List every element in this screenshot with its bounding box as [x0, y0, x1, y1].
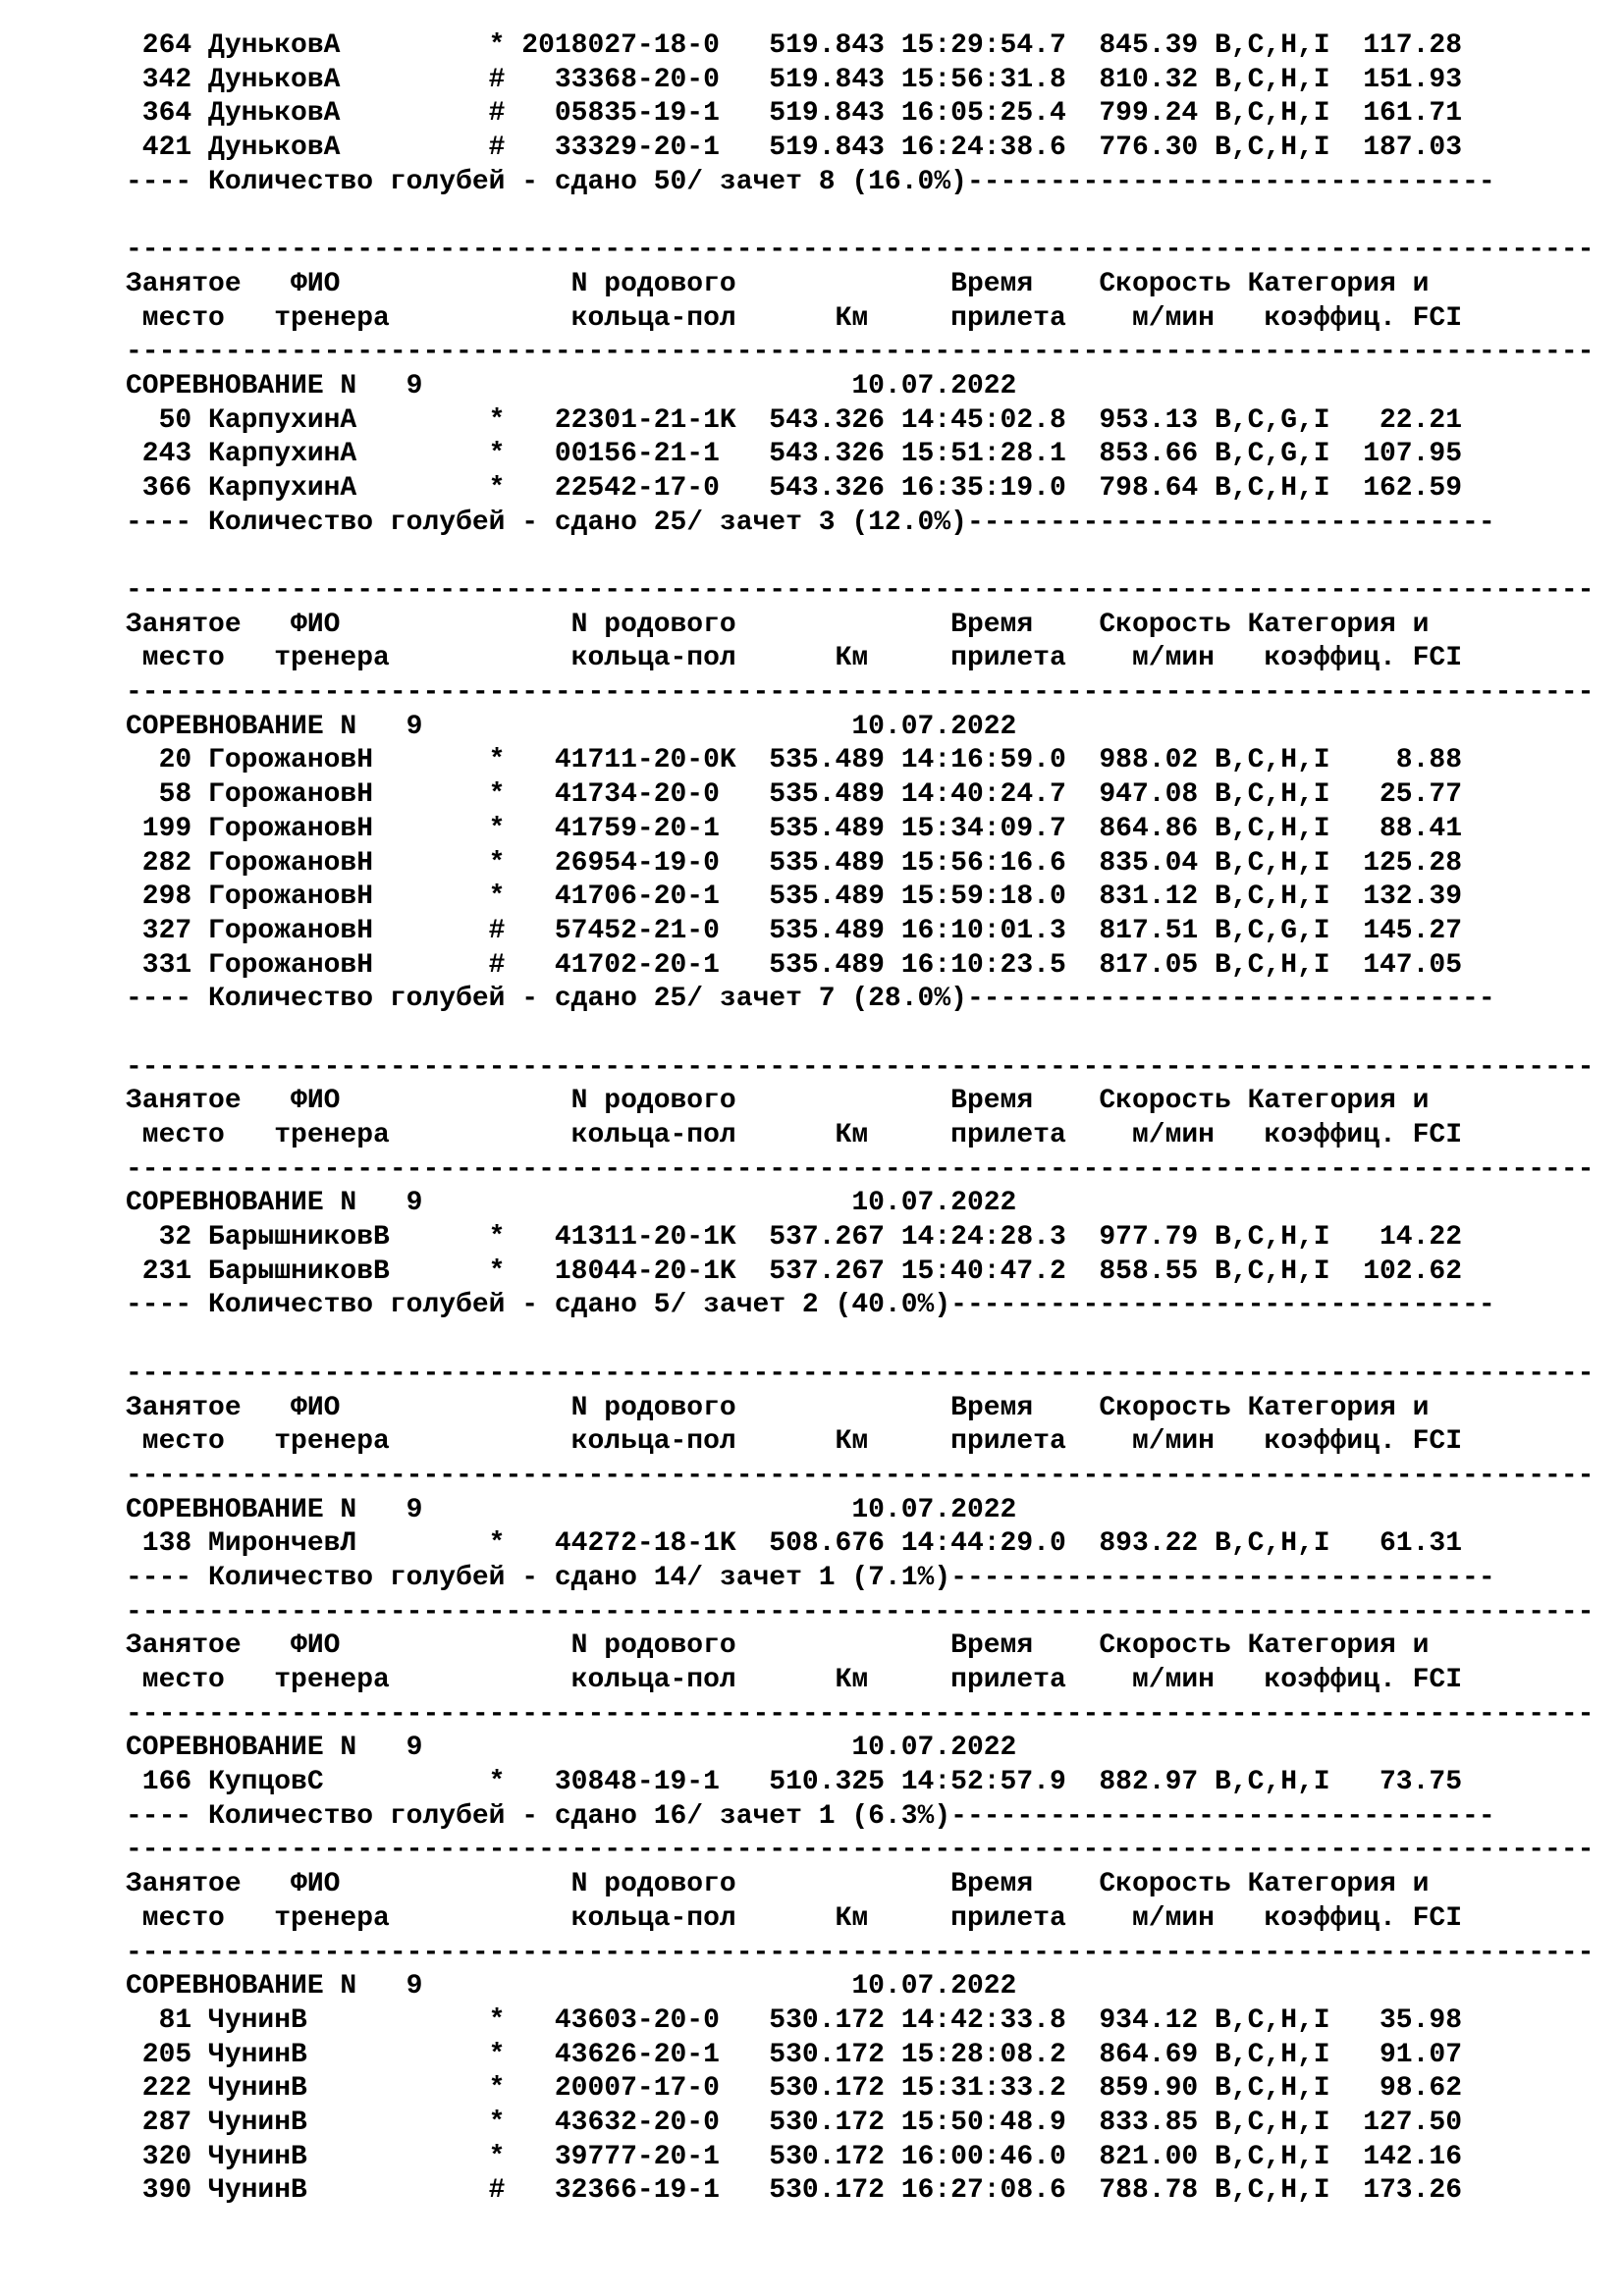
separator-line: -----------------------------------------------------------------------------------------	[126, 1937, 1595, 1968]
column-header-row-1: Занятое ФИО N родового Время Скорость Категория и	[126, 1392, 1430, 1423]
table-row: 199 ГорожановН * 41759-20-1 535.489 15:34:09.7 864.86 B,C,H,I 88.41	[126, 813, 1463, 844]
blank-line	[126, 199, 1594, 234]
table-row: 390 ЧунинВ # 32366-19-1 530.172 16:27:08.6 788.78 B,C,H,I 173.26	[126, 2175, 1463, 2207]
column-header-row-2: место тренера кольца-пол Км прилета м/мин коэффиц. FCI	[126, 302, 1463, 334]
separator-line: -----------------------------------------------------------------------------------------	[126, 235, 1595, 266]
table-row: 58 ГорожановН * 41734-20-0 535.489 14:40:24.7 947.08 B,C,H,I 25.77	[126, 779, 1463, 811]
separator-line: -----------------------------------------------------------------------------------------	[126, 1460, 1595, 1491]
separator-line: -----------------------------------------------------------------------------------------	[126, 1835, 1595, 1866]
table-row: 421 ДуньковА # 33329-20-1 519.843 16:24:38.6 776.30 B,C,H,I 187.03	[126, 133, 1463, 164]
blank-line	[126, 540, 1594, 574]
table-row: 166 КупцовС * 30848-19-1 510.325 14:52:57.9 882.97 B,C,H,I 73.75	[126, 1767, 1463, 1798]
separator-line: -----------------------------------------------------------------------------------------	[126, 1358, 1595, 1389]
table-row: 298 ГорожановН * 41706-20-1 535.489 15:59:18.0 831.12 B,C,H,I 132.39	[126, 881, 1463, 913]
column-header-row-2: место тренера кольца-пол Км прилета м/мин коэффиц. FCI	[126, 1902, 1463, 1934]
table-row: 282 ГорожановН * 26954-19-0 535.489 15:56:16.6 835.04 B,C,H,I 125.28	[126, 847, 1463, 879]
column-header-row-1: Занятое ФИО N родового Время Скорость Категория и	[126, 1086, 1430, 1117]
table-row: 138 МирончевЛ * 44272-18-1K 508.676 14:44:29.0 893.22 B,C,H,I 61.31	[126, 1528, 1463, 1560]
table-row: 342 ДуньковА # 33368-20-0 519.843 15:56:31.8 810.32 B,C,H,I 151.93	[126, 64, 1463, 95]
separator-line: -----------------------------------------------------------------------------------------	[126, 1051, 1595, 1083]
column-header-row-1: Занятое ФИО N родового Время Скорость Категория и	[126, 1630, 1430, 1662]
count-summary: ---- Количество голубей - сдано 16/ зачет 1 (6.3%)---------------------------------	[126, 1800, 1495, 1832]
blank-line	[126, 1017, 1594, 1051]
column-header-row-1: Занятое ФИО N родового Время Скорость Категория и	[126, 1869, 1430, 1900]
column-header-row-2: место тренера кольца-пол Км прилета м/мин коэффиц. FCI	[126, 1426, 1463, 1458]
competition-title: СОРЕВНОВАНИЕ N 9 10.07.2022	[126, 370, 1017, 401]
table-row: 32 БарышниковВ * 41311-20-1K 537.267 14:24:28.3 977.79 B,C,H,I 14.22	[126, 1222, 1463, 1254]
table-row: 320 ЧунинВ * 39777-20-1 530.172 16:00:46.0 821.00 B,C,H,I 142.16	[126, 2141, 1463, 2172]
separator-line: -----------------------------------------------------------------------------------------	[126, 677, 1595, 709]
table-row: 264 ДуньковА * 2018027-18-0 519.843 15:29:54.7 845.39 B,C,H,I 117.28	[126, 30, 1463, 61]
competition-title: СОРЕВНОВАНИЕ N 9 10.07.2022	[126, 1971, 1017, 2002]
column-header-row-2: место тренера кольца-пол Км прилета м/мин коэффиц. FCI	[126, 643, 1463, 674]
competition-title: СОРЕВНОВАНИЕ N 9 10.07.2022	[126, 1733, 1017, 1764]
competition-title: СОРЕВНОВАНИЕ N 9 10.07.2022	[126, 711, 1017, 742]
count-summary: ---- Количество голубей - сдано 14/ зачет 1 (7.1%)---------------------------------	[126, 1562, 1495, 1593]
column-header-row-2: место тренера кольца-пол Км прилета м/мин коэффиц. FCI	[126, 1665, 1463, 1695]
results-report	[126, 29, 1594, 2209]
separator-line: -----------------------------------------------------------------------------------------	[126, 1153, 1595, 1185]
table-row: 205 ЧунинВ * 43626-20-1 530.172 15:28:08.2 864.69 B,C,H,I 91.07	[126, 2039, 1463, 2070]
count-summary: ---- Количество голубей - сдано 5/ зачет 2 (40.0%)---------------------------------	[126, 1290, 1495, 1321]
table-row: 20 ГорожановН * 41711-20-0K 535.489 14:16:59.0 988.02 B,C,H,I 8.88	[126, 745, 1463, 776]
column-header-row-1: Занятое ФИО N родового Время Скорость Категория и	[126, 609, 1430, 640]
competition-title: СОРЕВНОВАНИЕ N 9 10.07.2022	[126, 1188, 1017, 1219]
table-row: 243 КарпухинА * 00156-21-1 543.326 15:51:28.1 853.66 B,C,G,I 107.95	[126, 439, 1463, 470]
blank-line	[126, 1323, 1594, 1358]
table-row: 222 ЧунинВ * 20007-17-0 530.172 15:31:33.2 859.90 B,C,H,I 98.62	[126, 2073, 1463, 2105]
count-summary: ---- Количество голубей - сдано 25/ зачет 3 (12.0%)--------------------------------	[126, 507, 1495, 538]
competition-title: СОРЕВНОВАНИЕ N 9 10.07.2022	[126, 1494, 1017, 1525]
separator-line: -----------------------------------------------------------------------------------------	[126, 1596, 1595, 1628]
table-row: 366 КарпухинА * 22542-17-0 543.326 16:35:19.0 798.64 B,C,H,I 162.59	[126, 472, 1463, 504]
separator-line: -----------------------------------------------------------------------------------------	[126, 575, 1595, 606]
table-row: 50 КарпухинА * 22301-21-1K 543.326 14:45:02.8 953.13 B,C,G,I 22.21	[126, 404, 1463, 436]
count-summary: ---- Количество голубей - сдано 50/ зачет 8 (16.0%)--------------------------------	[126, 166, 1495, 197]
count-summary: ---- Количество голубей - сдано 25/ зачет 7 (28.0%)--------------------------------	[126, 984, 1495, 1015]
column-header-row-2: место тренера кольца-пол Км прилета м/мин коэффиц. FCI	[126, 1120, 1463, 1150]
table-row: 331 ГорожановН # 41702-20-1 535.489 16:10:23.5 817.05 B,C,H,I 147.05	[126, 949, 1463, 981]
separator-line: -----------------------------------------------------------------------------------------	[126, 1698, 1595, 1730]
separator-line: -----------------------------------------------------------------------------------------	[126, 337, 1595, 368]
table-row: 231 БарышниковВ * 18044-20-1K 537.267 15:40:47.2 858.55 B,C,H,I 102.62	[126, 1255, 1463, 1287]
table-row: 287 ЧунинВ * 43632-20-0 530.172 15:50:48.9 833.85 B,C,H,I 127.50	[126, 2107, 1463, 2138]
table-row: 364 ДуньковА # 05835-19-1 519.843 16:05:25.4 799.24 B,C,H,I 161.71	[126, 98, 1463, 130]
table-row: 81 ЧунинВ * 43603-20-0 530.172 14:42:33.8 934.12 B,C,H,I 35.98	[126, 2004, 1463, 2036]
column-header-row-1: Занятое ФИО N родового Время Скорость Категория и	[126, 268, 1430, 299]
table-row: 327 ГорожановН # 57452-21-0 535.489 16:10:01.3 817.51 B,C,G,I 145.27	[126, 915, 1463, 946]
